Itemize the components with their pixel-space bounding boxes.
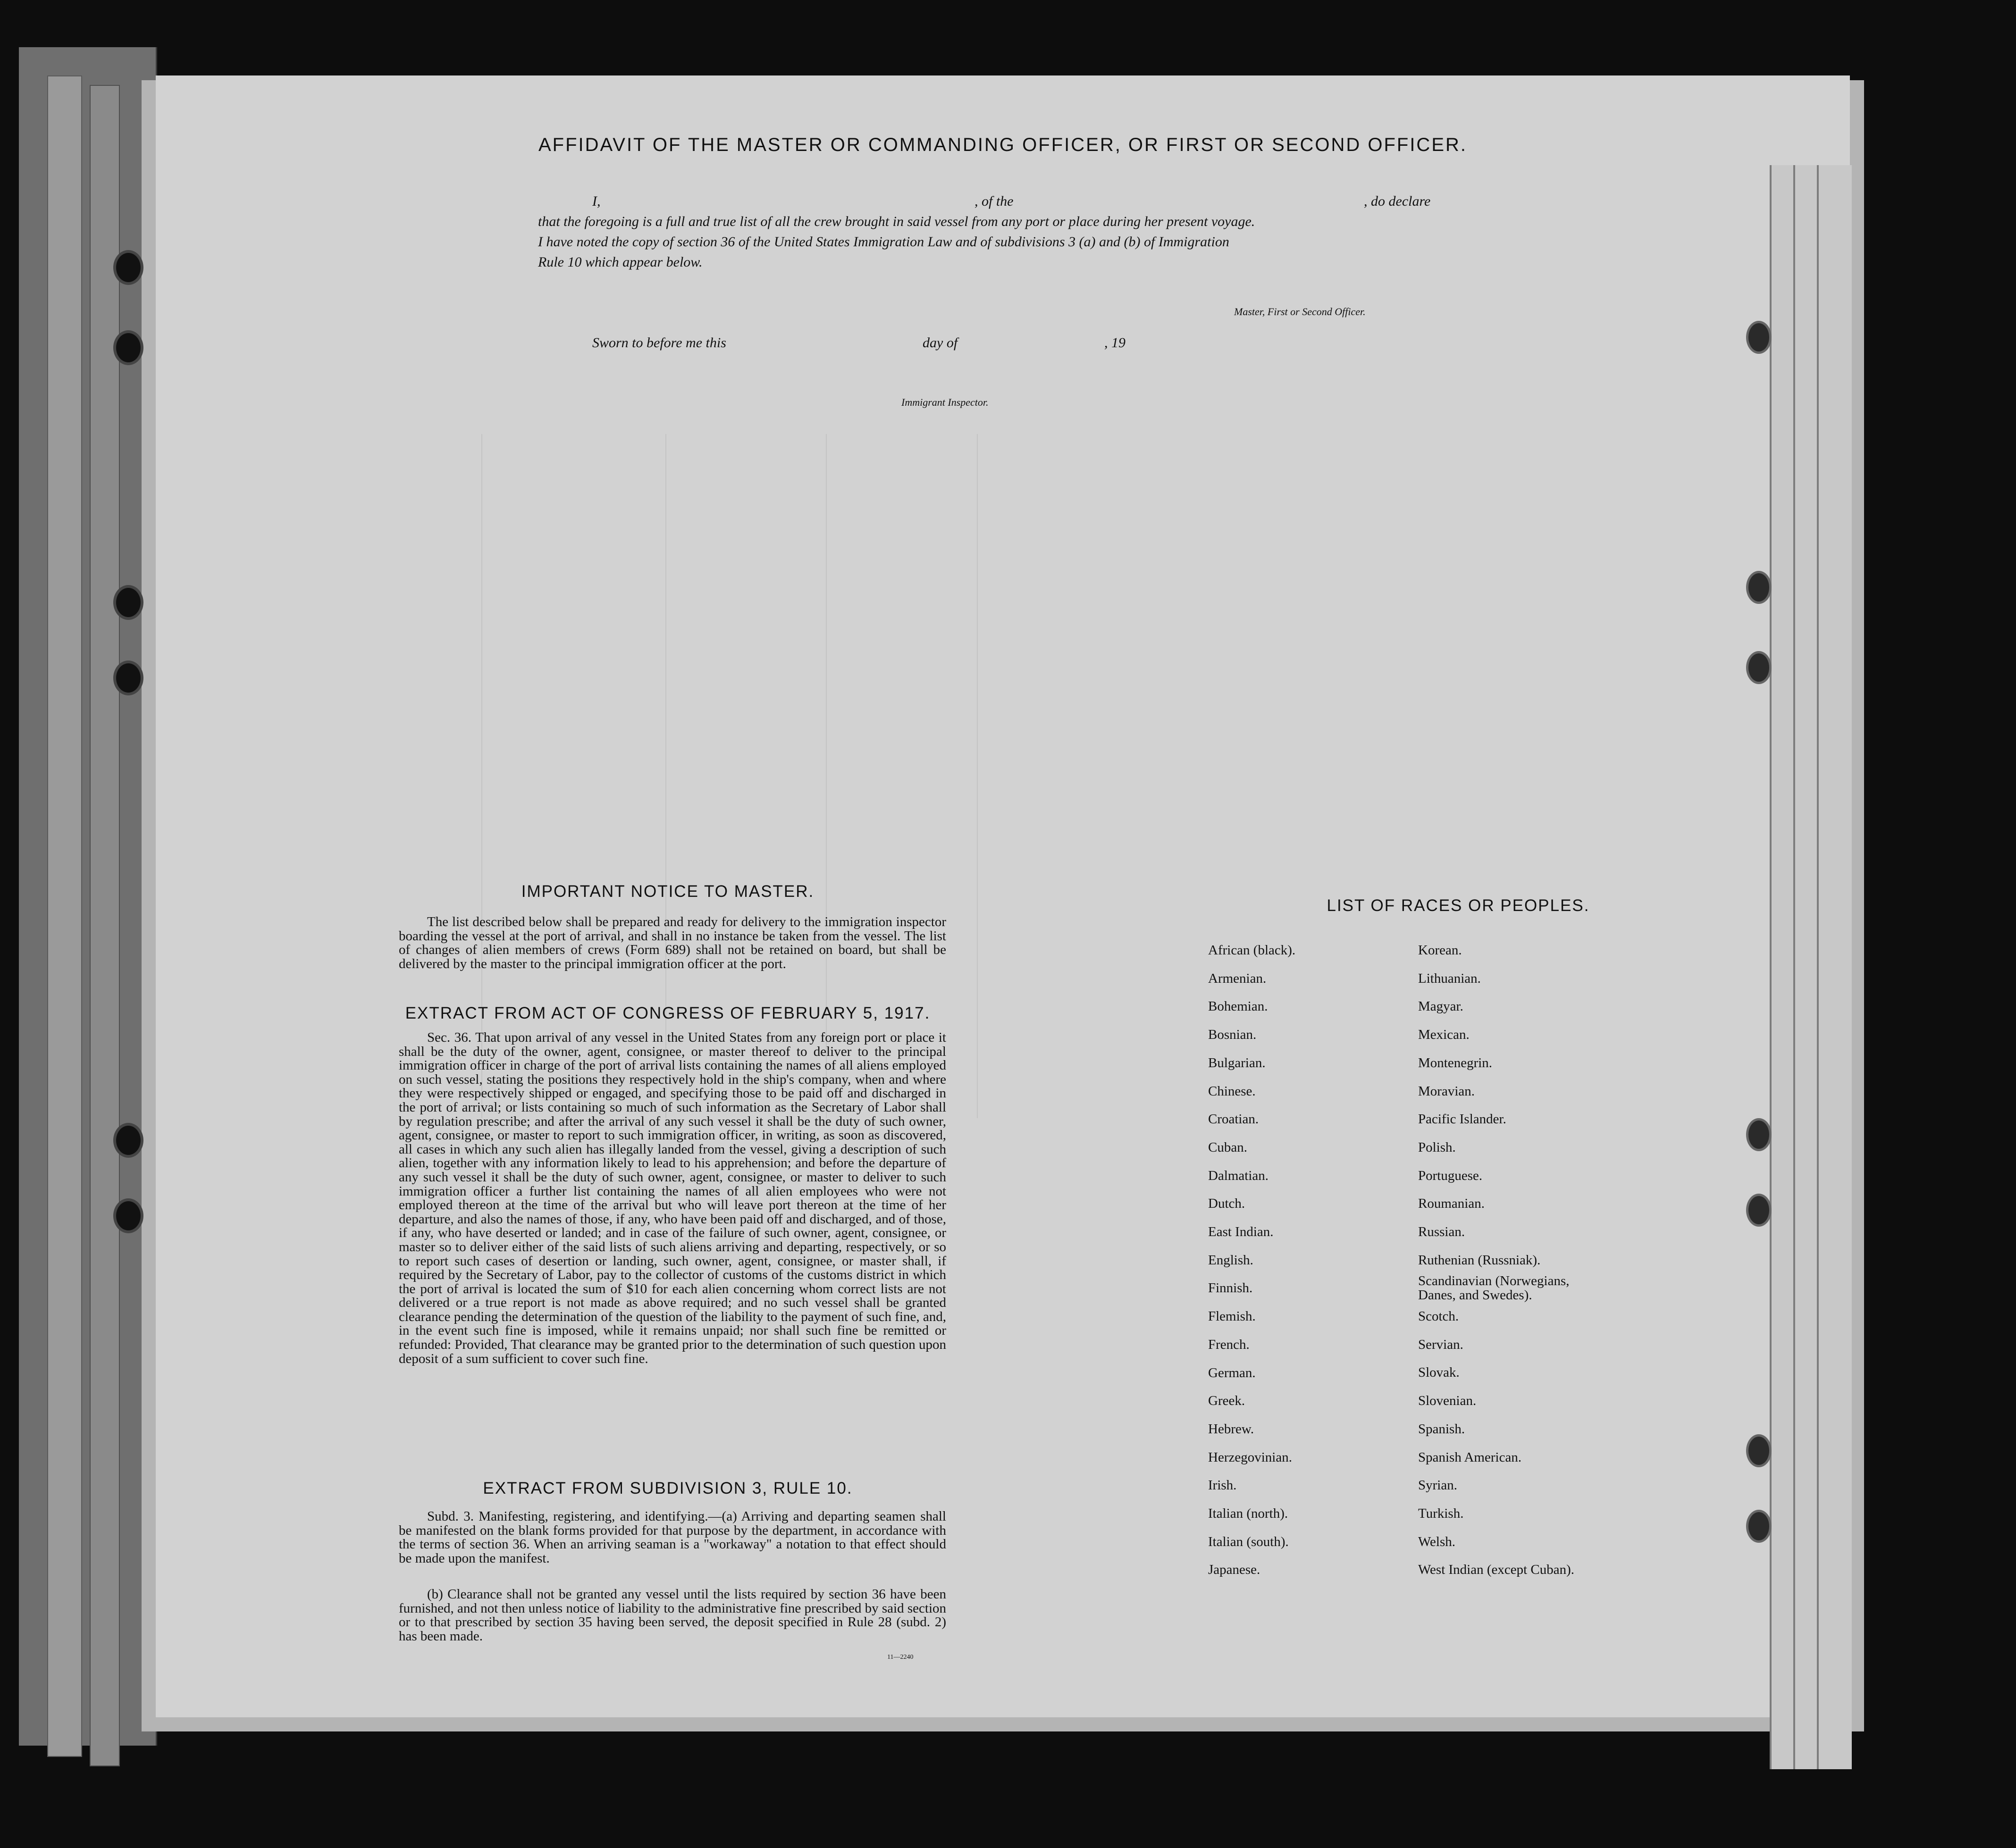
punch-hole [1746, 571, 1772, 604]
declaration-line-4: Rule 10 which appear below. [538, 254, 703, 270]
race-item: Finnish. [1208, 1280, 1253, 1296]
race-item: Armenian. [1208, 970, 1267, 986]
race-item: Russian. [1418, 1224, 1465, 1240]
race-item: Syrian. [1418, 1478, 1457, 1493]
declaration-line-3: I have noted the copy of section 36 of the United States Immigration Law and of subdivisions 3 (a) and (b) of Immigration [538, 234, 1229, 250]
race-item: Italian (north). [1208, 1506, 1288, 1522]
punch-hole [1746, 1434, 1772, 1467]
extract-act-text: Sec. 36. That upon arrival of any vessel in the United States from any foreign port or place it shall be the duty of the owner, agent, consignee, or master thereof to deliver to the principal immigration officer in charge of the port of arrival lists containing the names of all aliens employed on such vessel, stating the positions they respectively hold in the ship's company, when and where they were respectively shipped or engaged, and specifying those to be paid off and discharged in the port of arrival; or lists containing so much of such information as the Secretary of Labor shall by regulation prescribe; and after the arrival of any such vessel it shall be the duty of such owner, agent, consignee, or master to report to such immigration officer, in writing, as soon as discovered, all cases in which any such alien has illegally landed from the vessel, giving a description of such alien, together with any information likely to lead to his apprehension; and before the departure of any such vessel it shall be the duty of such owner, agent, consignee, or master to deliver to such immigration officer a further list containing the names of all alien employees who were not employed thereon at the time of the arrival but who will leave port thereon at the time of her departure, and also the names of those, if any, who have been paid off and discharged, and of those, if any, who have deserted or landed; and in case of the failure of such owner, agent, consignee, or master so to deliver either of the said lists of such aliens arriving and departing, respectively, or so to report such cases of desertion or landing, such owner, agent, consignee, or master shall, if required by the Secretary of Labor, pay to the collector of customs of the customs district in which the port of arrival is located the sum of $10 for each alien concerning whom correct lists are not delivered or a true report is not made as above required; and no such vessel shall be granted clearance pending the determination of the question of the liability to the payment of such fine, and, in the event such fine is imposed, while it remains unpaid; nor shall such fine be remitted or refunded: Provided, That clearance may be granted prior to the determination of such question upon deposit of a sum sufficient to cover such fine. [399, 1030, 946, 1366]
race-item: Scotch. [1418, 1309, 1459, 1324]
race-item: Flemish. [1208, 1309, 1256, 1324]
extract-act-title: EXTRACT FROM ACT OF CONGRESS OF FEBRUARY 5, 1917. [405, 1004, 931, 1022]
extract-rule-para-a: Subd. 3. Manifesting, registering, and identifying.—(a) Arriving and departing seamen shall be manifested on the blank forms provided for that purpose by the department, in accordance with the terms of section 36. When an arriving seaman is a "workaway" a notation to that effect should be made upon the manifest. [399, 1509, 946, 1566]
affidavit-title: AFFIDAVIT OF THE MASTER OR COMMANDING OFFICER, OR FIRST OR SECOND OFFICER. [538, 134, 1467, 155]
race-item: Cuban. [1208, 1139, 1247, 1155]
race-item: Mexican. [1418, 1027, 1470, 1043]
extract-rule-title: EXTRACT FROM SUBDIVISION 3, RULE 10. [483, 1479, 853, 1497]
declaration-line-2: that the foregoing is a full and true list of all the crew brought in said vessel from any port or place during her present voyage. [538, 214, 1255, 229]
sworn-text: Sworn to before me this [592, 335, 726, 351]
punch-hole [1746, 1118, 1772, 1151]
race-item: Welsh. [1418, 1534, 1456, 1549]
binder-strip [47, 75, 82, 1757]
race-item: Servian. [1418, 1337, 1463, 1352]
punch-hole [113, 250, 143, 285]
race-item: French. [1208, 1337, 1250, 1352]
punch-hole [113, 330, 143, 365]
race-item: African (black). [1208, 943, 1296, 958]
race-item: Scandinavian (Norwegians, Danes, and Swedes). [1418, 1273, 1570, 1303]
race-item: East Indian. [1208, 1224, 1274, 1240]
notice-text: The list described below shall be prepared and ready for delivery to the immigration inspector boarding the vessel at the port of arrival, and shall in no instance be taken from the vessel. The list of changes of alien members of crews (Form 689) shall not be retained on board, but shall be delivered by the master to the principal immigration officer at the port. [399, 914, 946, 971]
extract-rule-para-b: (b) Clearance shall not be granted any vessel until the lists required by section 36 have been furnished, and not then unless notice of liability to the administrative fine prescribed by said section or to that prescribed by section 35 having been served, the deposit specified in Rule 28 (subd. 2) has been made. [399, 1587, 946, 1644]
race-item: Italian (south). [1208, 1534, 1289, 1549]
declaration-do-declare: , do declare [1364, 193, 1431, 209]
race-item: Chinese. [1208, 1083, 1256, 1099]
race-item: Irish. [1208, 1478, 1237, 1493]
race-item: Slovak. [1418, 1365, 1460, 1380]
punch-hole [1746, 1510, 1772, 1543]
punch-hole [1746, 651, 1772, 684]
punch-hole [113, 585, 143, 620]
race-item: Slovenian. [1418, 1393, 1477, 1409]
bleed-through-rule [977, 434, 978, 1118]
race-item: Bulgarian. [1208, 1055, 1266, 1070]
inspector-label: Immigrant Inspector. [901, 396, 989, 408]
binder-spine [19, 47, 157, 1746]
race-item: Dutch. [1208, 1196, 1245, 1212]
race-item: Herzegovinian. [1208, 1449, 1292, 1465]
race-item: Spanish. [1418, 1421, 1465, 1437]
document-page [156, 75, 1850, 1717]
race-item: Ruthenian (Russniak). [1418, 1252, 1541, 1268]
race-item: Japanese. [1208, 1562, 1260, 1578]
notice-title: IMPORTANT NOTICE TO MASTER. [521, 882, 815, 901]
race-item: Korean. [1418, 943, 1462, 958]
sheet-edge [1817, 165, 1852, 1769]
race-item: Polish. [1418, 1139, 1456, 1155]
race-item: Dalmatian. [1208, 1168, 1269, 1183]
sworn-day-of: day of [923, 335, 958, 351]
race-item: German. [1208, 1365, 1256, 1380]
races-left-column [1208, 937, 1295, 1584]
race-item: Bohemian. [1208, 999, 1268, 1014]
race-item: Hebrew. [1208, 1421, 1254, 1437]
race-item: Magyar. [1418, 999, 1463, 1014]
race-item: Bosnian. [1208, 1027, 1257, 1043]
race-item: Moravian. [1418, 1083, 1475, 1099]
race-item: Turkish. [1418, 1505, 1464, 1521]
race-item: Pacific Islander. [1418, 1112, 1506, 1127]
punch-hole [113, 1123, 143, 1158]
form-number: 11—2240 [887, 1654, 914, 1661]
sworn-year: , 19 [1104, 335, 1126, 351]
declaration-of-the: , of the [974, 193, 1014, 209]
race-item: Roumanian. [1418, 1196, 1485, 1212]
binder-strip [90, 85, 120, 1766]
punch-hole [1746, 321, 1772, 354]
races-title: LIST OF RACES OR PEOPLES. [1327, 896, 1590, 915]
race-item: Greek. [1208, 1393, 1245, 1409]
punch-hole [113, 661, 143, 695]
declaration-i: I, [592, 193, 601, 209]
race-item: Portuguese. [1418, 1168, 1483, 1183]
race-item: English. [1208, 1252, 1253, 1268]
race-item: West Indian (except Cuban). [1418, 1562, 1575, 1578]
punch-hole [113, 1198, 143, 1233]
race-item: Lithuanian. [1418, 970, 1481, 986]
races-right-column [1418, 937, 1597, 1584]
race-item: Spanish American. [1418, 1449, 1522, 1465]
race-item: Croatian. [1208, 1112, 1259, 1127]
signature-label: Master, First or Second Officer. [1234, 306, 1366, 318]
race-item: Montenegrin. [1418, 1055, 1493, 1070]
punch-hole [1746, 1194, 1772, 1227]
